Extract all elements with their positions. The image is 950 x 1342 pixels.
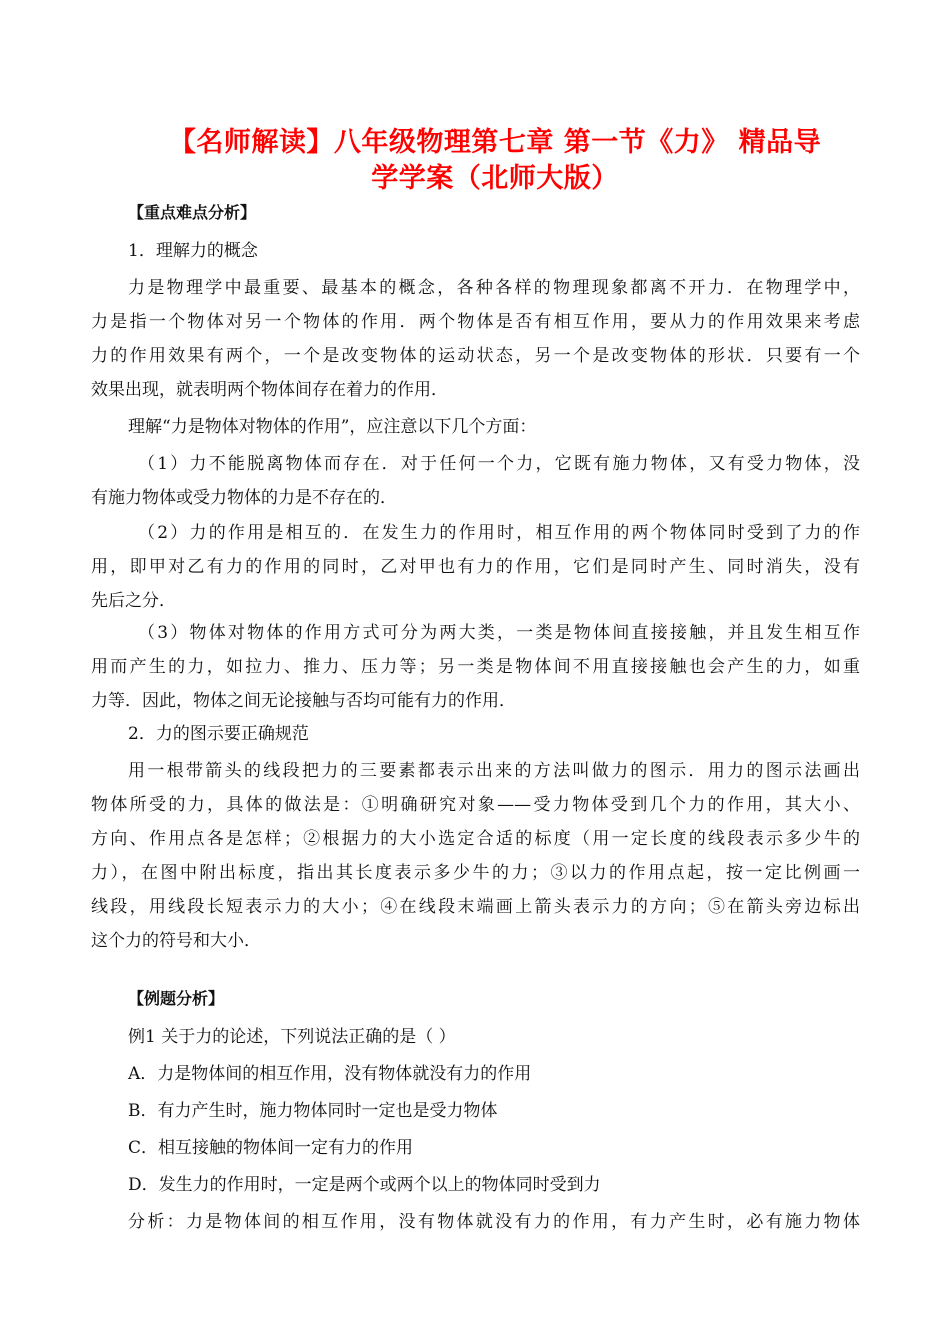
key-points-heading: 【重点难点分析】: [128, 203, 257, 222]
sub-2-line-1: （2）力的作用是相互的．在发生力的作用时，相互作用的两个物体同时受到了力的作: [138, 523, 860, 543]
sub-3-line-2: 用而产生的力，如拉力、推力、压力等；另一类是物体间不用直接接触也会产生的力，如重: [91, 657, 860, 677]
option-a: A．力是物体间的相互作用，没有物体就没有力的作用: [128, 1064, 532, 1084]
sub-3-line-1: （3）物体对物体的作用方式可分为两大类，一类是物体间直接接触，并且发生相互作: [138, 623, 860, 643]
document-title-line-2: 学学案（北师大版）: [371, 163, 619, 194]
option-d: D．发生力的作用时，一定是两个或两个以上的物体同时受到力: [128, 1175, 601, 1195]
sub-2-line-3: 先后之分．: [91, 591, 176, 611]
para-2: 理解“力是物体对物体的作用”，应注意以下几个方面：: [128, 417, 537, 437]
para-3-line-4: 力），在图中附出标度，指出其长度表示多少牛的力；③以力的作用点起，按一定比例画一: [91, 863, 860, 883]
item-1-title: 1．理解力的概念: [128, 241, 258, 261]
para-1-line-4: 效果出现，就表明两个物体间存在着力的作用．: [91, 380, 448, 400]
example-1-question: 例1 关于力的论述，下列说法正确的是（ ）: [128, 1027, 456, 1047]
para-3-line-6: 这个力的符号和大小．: [91, 931, 261, 951]
para-1-line-2: 力是指一个物体对另一个物体的作用．两个物体是否有相互作用，要从力的作用效果来考虑: [91, 312, 860, 332]
item-2-title: 2．力的图示要正确规范: [128, 724, 309, 744]
para-3-line-1: 用一根带箭头的线段把力的三要素都表示出来的方法叫做力的图示．用力的图示法画出: [128, 761, 860, 781]
example-1-analysis: 分析：力是物体间的相互作用，没有物体就没有力的作用，有力产生时，必有施力物体: [128, 1212, 860, 1232]
option-c: C．相互接触的物体间一定有力的作用: [128, 1138, 414, 1158]
examples-heading: 【例题分析】: [128, 989, 225, 1008]
sub-3-line-3: 力等．因此，物体之间无论接触与否均可能有力的作用．: [91, 691, 516, 711]
para-3-line-3: 方向、作用点各是怎样；②根据力的大小选定合适的标度（用一定长度的线段表示多少牛的: [91, 829, 860, 849]
sub-2-line-2: 用，即甲对乙有力的作用的同时，乙对甲也有力的作用，它们是同时产生、同时消失，没有: [91, 557, 860, 577]
sub-1-line-2: 有施力物体或受力物体的力是不存在的．: [91, 488, 397, 508]
para-1-line-3: 力的作用效果有两个，一个是改变物体的运动状态，另一个是改变物体的形状．只要有一个: [91, 346, 860, 366]
para-1-line-1: 力是物理学中最重要、最基本的概念，各种各样的物理现象都离不开力．在物理学中，: [128, 278, 860, 298]
para-3-line-5: 线段，用线段长短表示力的大小；④在线段末端画上箭头表示力的方向；⑤在箭头旁边标出: [91, 897, 860, 917]
option-b: B．有力产生时，施力物体同时一定也是受力物体: [128, 1101, 498, 1121]
document-title-line-1: 【名师解读】八年级物理第七章 第一节《力》 精品导: [168, 127, 822, 158]
para-3-line-2: 物体所受的力，具体的做法是：①明确研究对象——受力物体受到几个力的作用，其大小、: [91, 795, 860, 815]
sub-1-line-1: （1）力不能脱离物体而存在．对于任何一个力，它既有施力物体，又有受力物体，没: [138, 454, 860, 474]
